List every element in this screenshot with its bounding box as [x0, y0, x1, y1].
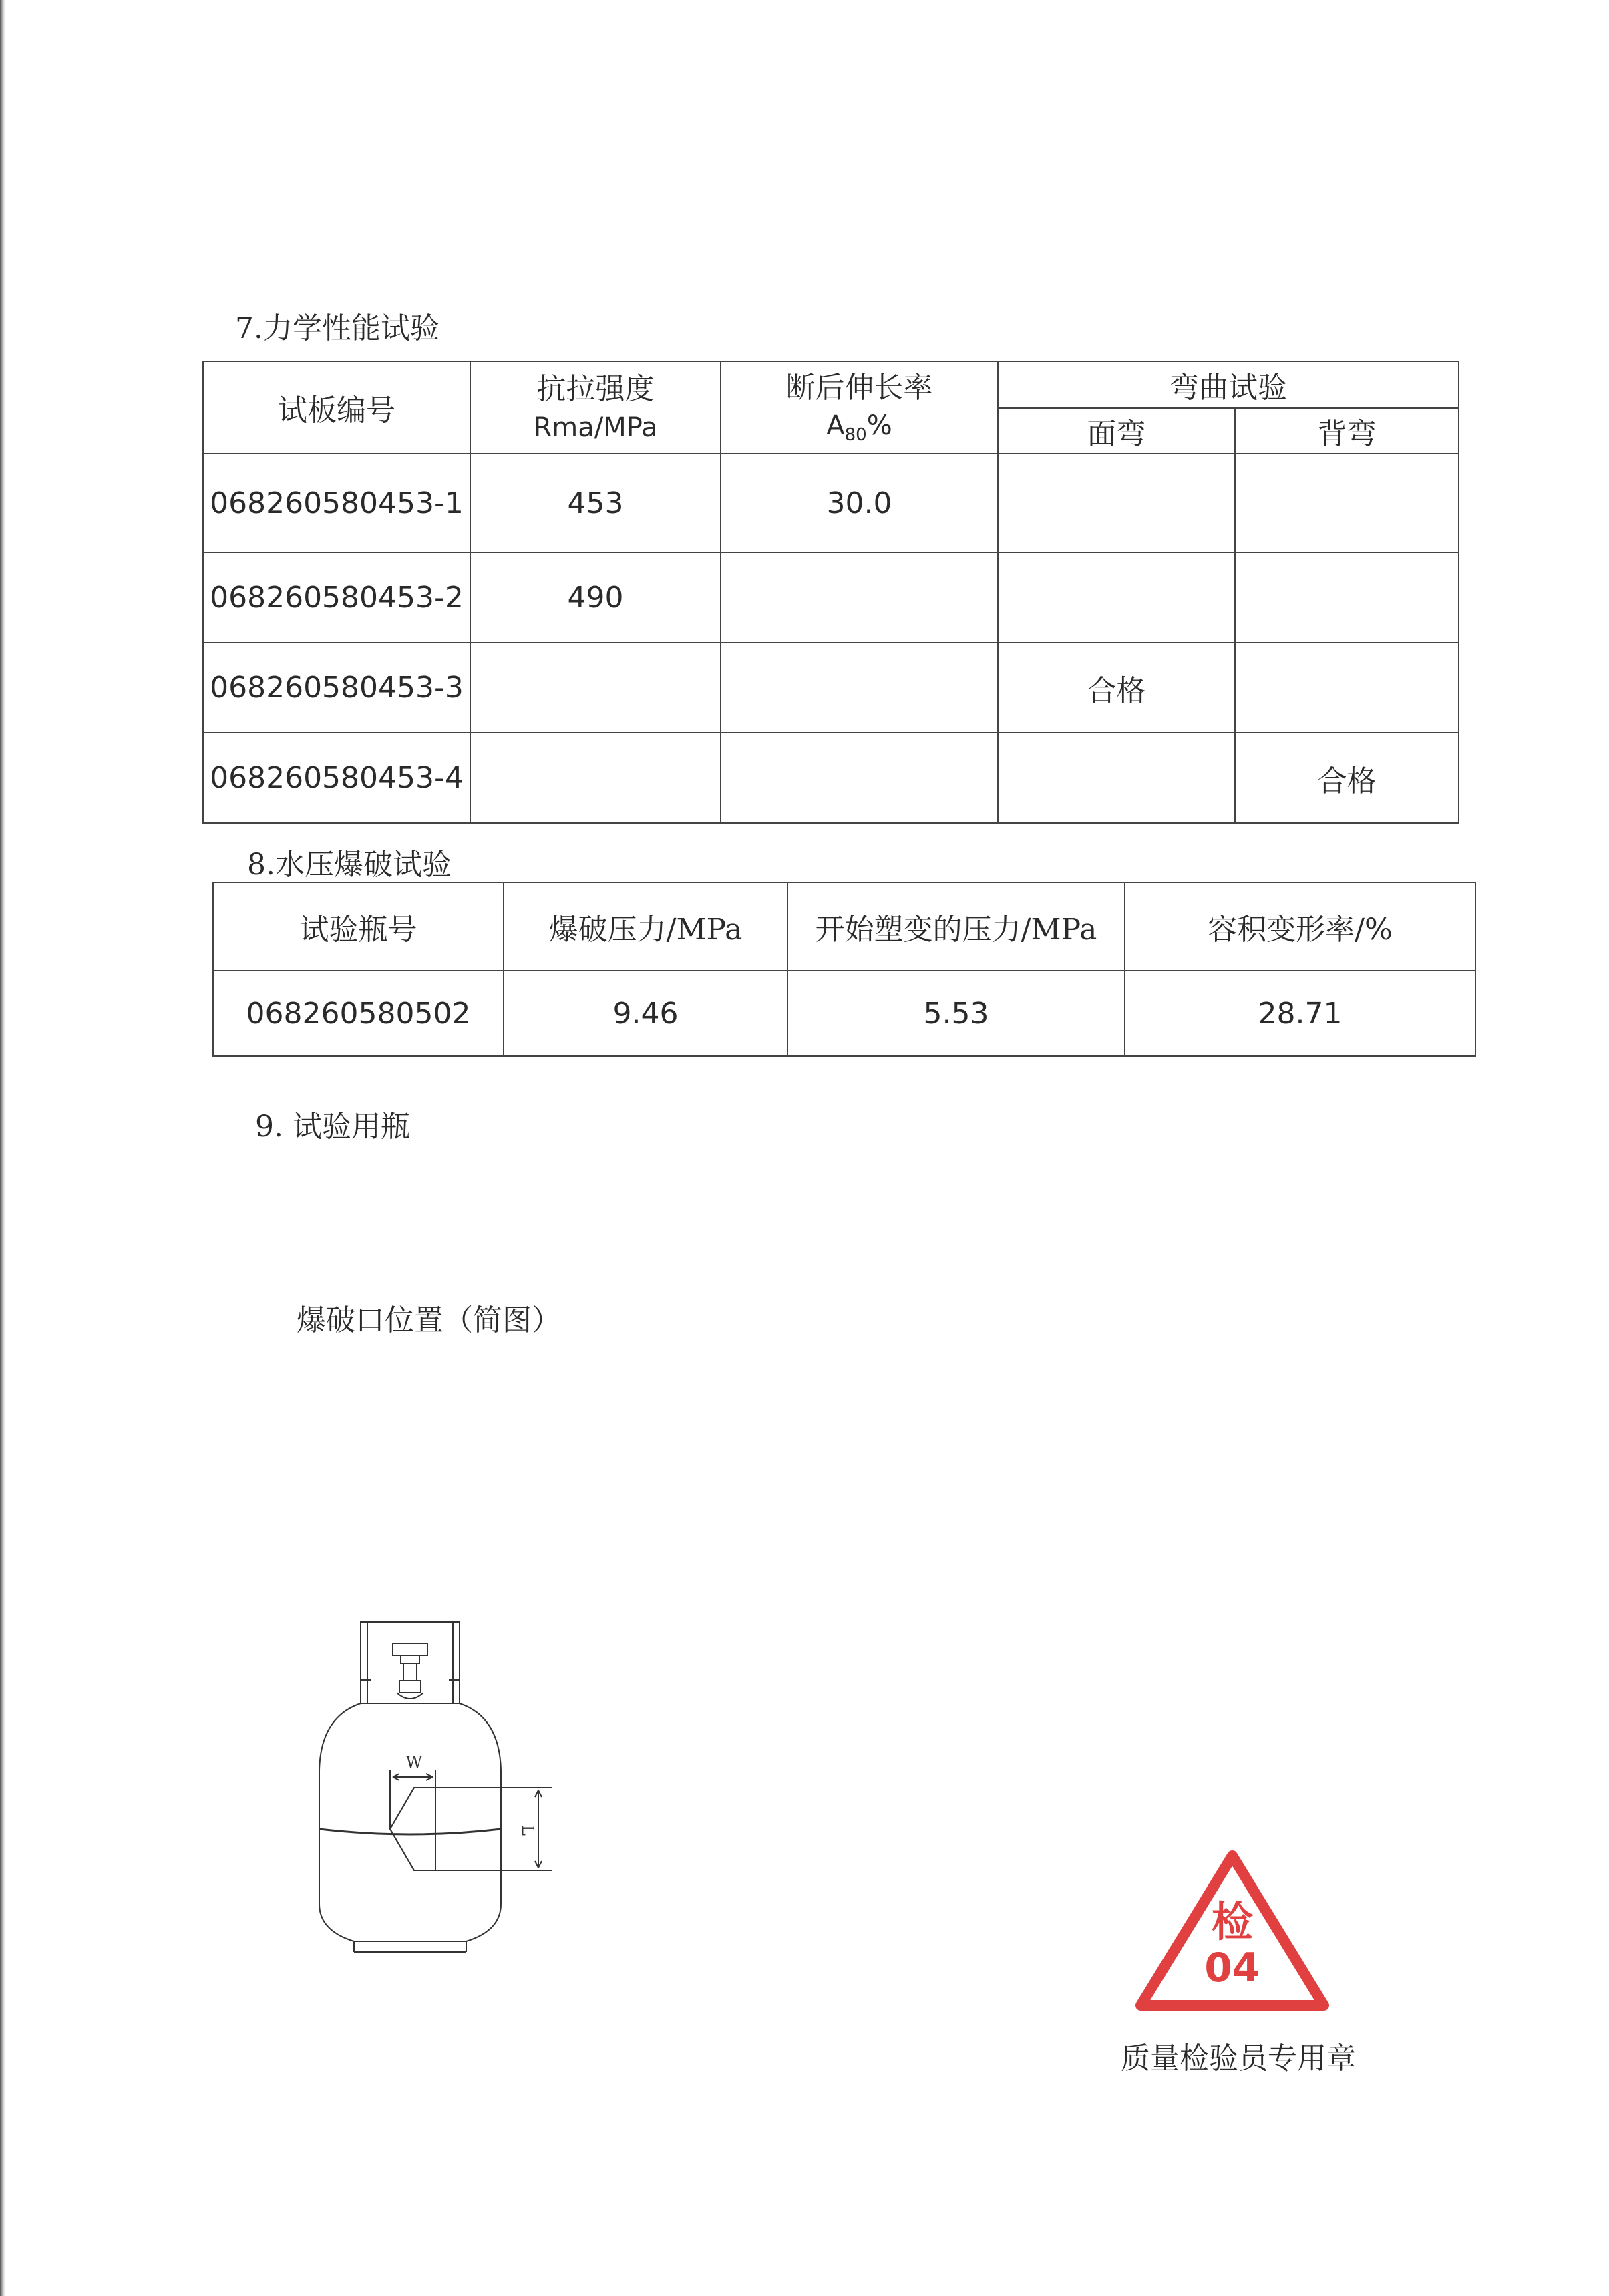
- tensile-value: [470, 733, 721, 823]
- volume-change-value: 28.71: [1125, 971, 1475, 1056]
- header-volume-change: 容积变形率/%: [1125, 882, 1475, 971]
- header-back-bend: 背弯: [1235, 408, 1459, 454]
- elongation-value: 30.0: [721, 454, 998, 552]
- header-tensile-unit: Rma/MPa: [533, 412, 658, 443]
- cylinder-drawing: [314, 1617, 568, 1991]
- inspector-stamp: [1135, 1850, 1329, 2011]
- stamp-caption: 质量检验员专用章: [1121, 2041, 1356, 2076]
- header-elongation: [721, 361, 998, 454]
- face-bend-result: [998, 733, 1235, 823]
- header-tensile-label: 抗拉强度: [536, 372, 655, 407]
- cylinder-no: 068260580502: [213, 971, 504, 1056]
- face-bend-result: [998, 552, 1235, 643]
- back-bend-result: [1235, 552, 1459, 643]
- scan-edge: [0, 0, 5, 2296]
- specimen-id: 068260580453-4: [203, 733, 470, 823]
- mechanical-test-table: [202, 361, 1459, 824]
- yield-pressure-value: 5.53: [787, 971, 1125, 1056]
- specimen-id: 068260580453-3: [203, 643, 470, 733]
- section7-title: 7.力学性能试验: [235, 311, 439, 345]
- back-bend-result: 合格: [1235, 733, 1459, 823]
- tensile-value: [470, 643, 721, 733]
- table-row: [213, 971, 1475, 1056]
- sketch-caption: 爆破口位置（简图）: [297, 1303, 561, 1337]
- face-bend-result: [998, 454, 1235, 552]
- tensile-value: 453: [470, 454, 721, 552]
- dimension-w-label: W: [405, 1753, 423, 1772]
- face-bend-result: 合格: [998, 643, 1235, 733]
- burst-test-table: [212, 882, 1476, 1057]
- table-row: [203, 454, 1459, 552]
- header-burst-pressure: 爆破压力/MPa: [504, 882, 787, 971]
- header-face-bend: 面弯: [998, 408, 1235, 454]
- back-bend-result: [1235, 454, 1459, 552]
- section8-title: 8.水压爆破试验: [247, 848, 452, 882]
- header-bend-test: 弯曲试验: [998, 361, 1459, 408]
- burst-pressure-value: 9.46: [504, 971, 787, 1056]
- specimen-id: 068260580453-2: [203, 552, 470, 643]
- tensile-value: 490: [470, 552, 721, 643]
- elongation-value: [721, 552, 998, 643]
- stamp-char: 检: [1211, 1897, 1254, 1946]
- header-elongation-label: 断后伸长率: [785, 370, 933, 405]
- section9-title: 9. 试验用瓶: [255, 1110, 410, 1144]
- table-row: [203, 733, 1459, 823]
- table-row: [203, 552, 1459, 643]
- header-elongation-unit: $A_{80}\%$: [826, 410, 892, 446]
- elongation-value: [721, 643, 998, 733]
- elongation-value: [721, 733, 998, 823]
- stamp-number: 04: [1204, 1945, 1260, 1991]
- header-tensile-strength: [470, 361, 721, 454]
- header-cylinder-no: 试验瓶号: [213, 882, 504, 971]
- back-bend-result: [1235, 643, 1459, 733]
- specimen-id: 068260580453-1: [203, 454, 470, 552]
- dimension-l-label: L: [518, 1825, 537, 1836]
- table-row: [203, 643, 1459, 733]
- header-specimen-no: 试板编号: [203, 361, 470, 454]
- header-yield-pressure: 开始塑变的压力/MPa: [787, 882, 1125, 971]
